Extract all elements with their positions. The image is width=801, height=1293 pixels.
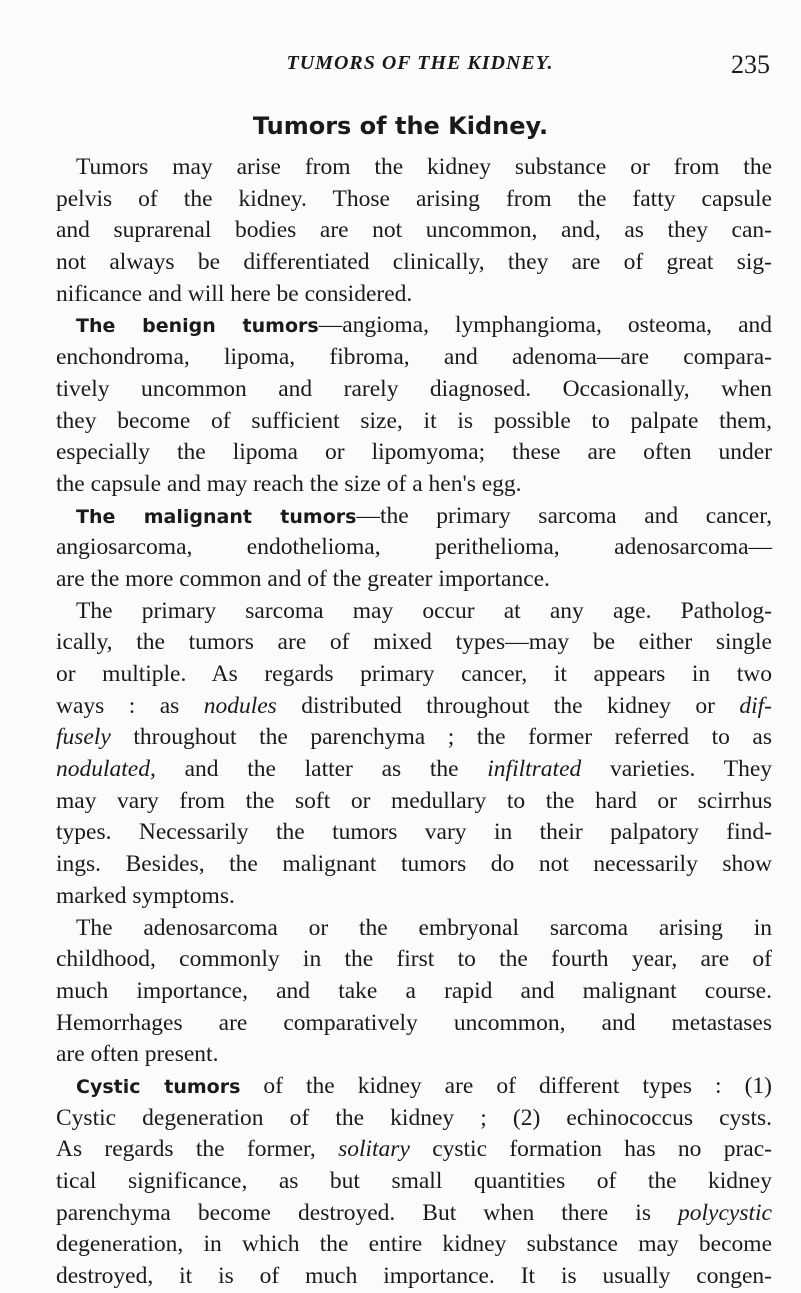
text-line: ways : as nodules distributed throughout the kidney or dif-: [56, 692, 772, 719]
running-title: TUMORS OF THE KIDNEY.: [286, 52, 554, 74]
section-title: Tumors of the Kidney.: [252, 112, 549, 140]
text-line: Cystic tumors of the kidney are of different types : (1): [76, 1072, 773, 1099]
text-line: ically, the tumors are of mixed types—may be either single: [56, 629, 772, 656]
text-line: may vary from the soft or medullary to the hard or scirrhus: [56, 787, 772, 814]
text-line: As regards the former, solitary cystic formation has no prac-: [56, 1136, 772, 1163]
text-line: are the more common and of the greater importance.: [56, 565, 550, 592]
keyword-benign-tumors: The benign tumors: [76, 315, 319, 338]
body-text: [56, 152, 772, 1293]
text-line: enchondroma, lipoma, fibroma, and adenoma—are compara-: [56, 344, 772, 371]
text-line: Cystic degeneration of the kidney ; (2) echinococcus cysts.: [56, 1104, 772, 1131]
text-line: they become of sufficient size, it is possible to palpate them,: [56, 407, 772, 434]
text-line: especially the lipoma or lipomyoma; these are often under: [56, 439, 772, 466]
text-line: The benign tumors—angioma, lymphangioma, osteoma, and: [76, 312, 772, 339]
text-line: tively uncommon and rarely diagnosed. Occasionally, when: [56, 375, 772, 402]
text-line: Tumors may arise from the kidney substance or from the: [76, 154, 772, 180]
text-line: The malignant tumors—the primary sarcoma and cancer,: [76, 502, 772, 529]
text-line: fusely throughout the parenchyma ; the former referred to as: [56, 724, 772, 751]
text-line: The adenosarcoma or the embryonal sarcoma arising in: [76, 914, 772, 941]
text-line: destroyed, it is of much importance. It is usually congen-: [56, 1263, 772, 1290]
text-line: ings. Besides, the malignant tumors do not necessarily show: [56, 851, 772, 878]
text-line: The primary sarcoma may occur at any age. Patholog-: [76, 597, 772, 624]
keyword-cystic-tumors: Cystic tumors: [76, 1075, 241, 1098]
text-line: marked symptoms.: [56, 882, 235, 909]
text-line: and suprarenal bodies are not uncommon, and, as they can-: [56, 217, 772, 244]
page-number: 235: [731, 50, 770, 79]
text-line: nodulated, and the latter as the infiltrated varieties. They: [56, 756, 772, 783]
text-line: angiosarcoma, endothelioma, perithelioma, adenosarcoma—: [56, 534, 772, 561]
keyword-malignant-tumors: The malignant tumors: [76, 505, 357, 528]
text-line: are often present.: [56, 1041, 219, 1068]
text-line: much importance, and take a rapid and malignant course.: [56, 977, 772, 1004]
running-head: [70, 22, 770, 79]
text-line: tical significance, as but small quantities of the kidney: [56, 1168, 772, 1194]
text-line: the capsule and may reach the size of a hen's egg.: [56, 470, 522, 497]
text-line: not always be differentiated clinically, they are of great sig-: [56, 249, 772, 276]
text-line: degeneration, in which the entire kidney substance may become: [56, 1231, 772, 1258]
text-line: pelvis of the kidney. Those arising from the fatty capsule: [56, 185, 772, 212]
text-line: parenchyma become destroyed. But when there is polycystic: [56, 1199, 772, 1226]
text-line: or multiple. As regards primary cancer, it appears in two: [56, 661, 772, 687]
text-line: types. Necessarily the tumors vary in their palpatory find-: [56, 819, 772, 846]
text-line: nificance and will here be considered.: [56, 280, 413, 307]
text-line: Hemorrhages are comparatively uncommon, and metastases: [56, 1009, 772, 1036]
text-line: childhood, commonly in the first to the fourth year, are of: [56, 946, 772, 973]
